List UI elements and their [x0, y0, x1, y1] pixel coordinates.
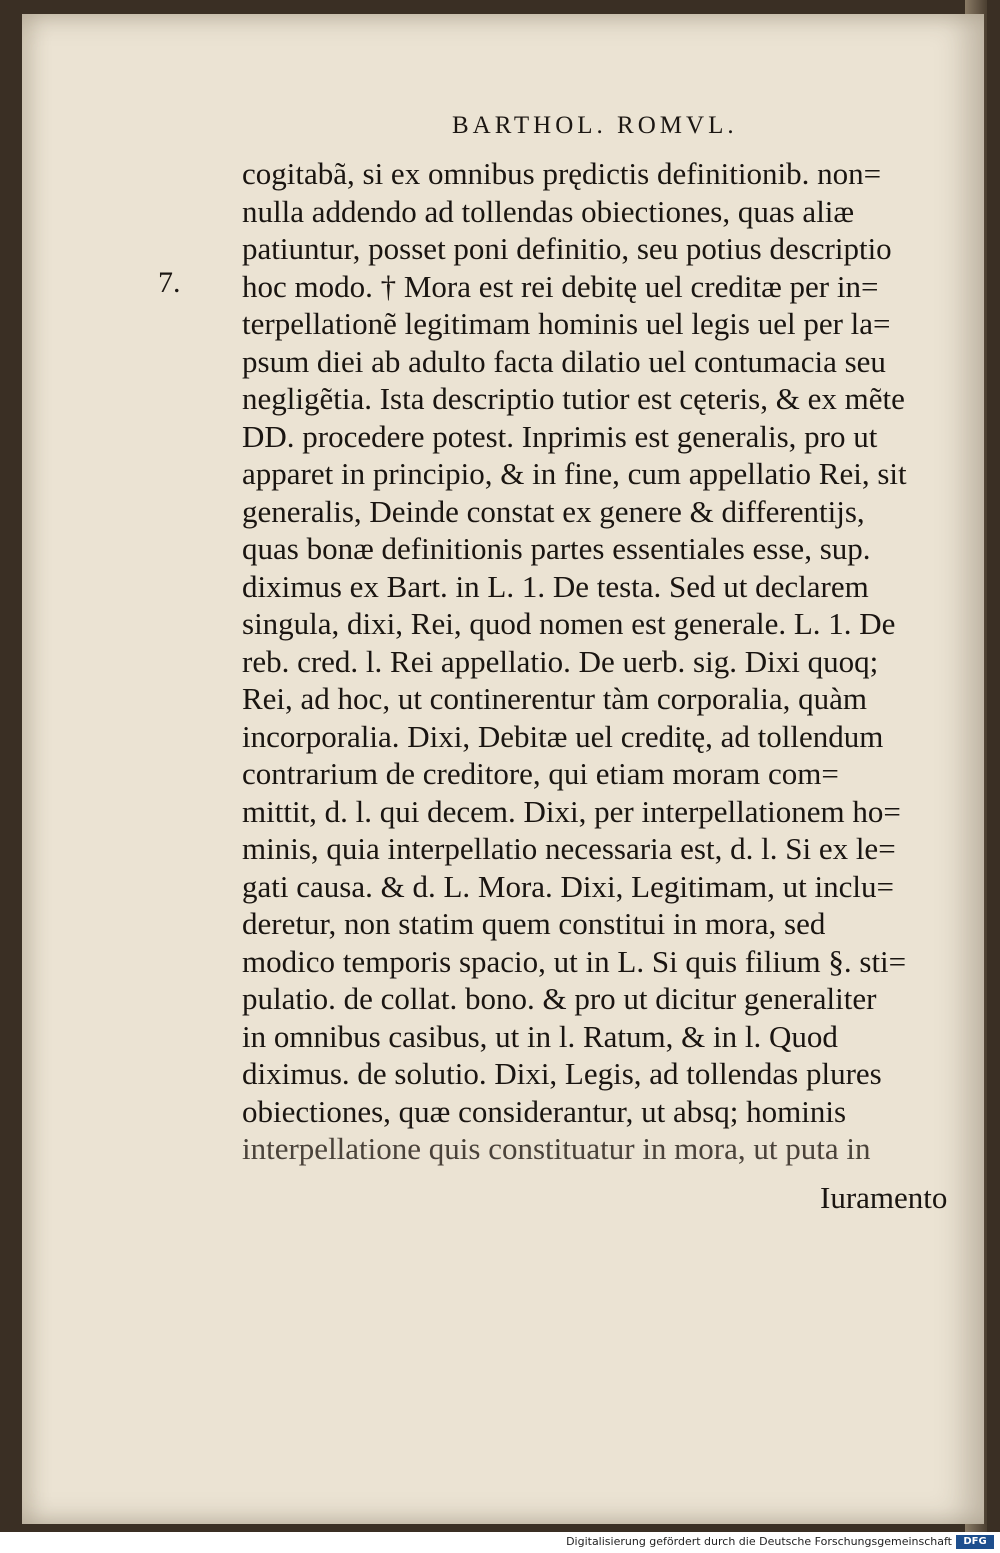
text-line: psum diei ab adulto facta dilatio uel contumacia seu	[242, 343, 886, 379]
text-line: negligẽtia. Ista descriptio tutior est cęteris, & ex mẽte	[242, 381, 905, 416]
text-line: incorporalia. Dixi, Debitæ uel creditę, ad tollendum	[242, 718, 884, 754]
text-line: deretur, non statim quem constitui in mora, sed	[242, 906, 826, 941]
text-line: in omnibus casibus, ut in l. Ratum, & in l. Quod	[242, 1018, 838, 1054]
text-line: diximus ex Bart. in L. 1. De testa. Sed ut declarem	[242, 568, 869, 604]
text-line: apparet in principio, & in fine, cum appellatio Rei, sit	[242, 456, 907, 491]
running-head: BARTHOL. ROMVL.	[452, 112, 738, 139]
text-line: DD. procedere potest. Inprimis est generalis, pro ut	[242, 418, 878, 454]
text-line: hoc modo. † Mora est rei debitę uel creditæ per in=	[242, 268, 879, 304]
text-line: cogitabã, si ex omnibus prędictis definitionib. non=	[242, 156, 882, 191]
text-line: nulla addendo ad tollendas obiectiones, quas aliæ	[242, 193, 855, 229]
text-line: minis, quia interpellatio necessaria est, d. l. Si ex le=	[242, 831, 896, 866]
text-line: diximus. de solutio. Dixi, Legis, ad tollendas plures	[242, 1056, 882, 1091]
text-line: Rei, ad hoc, ut continerentur tàm corporalia, quàm	[242, 681, 867, 716]
text-line: modico temporis spacio, ut in L. Si quis filium §. sti=	[242, 943, 907, 979]
dfg-logo: DFG	[956, 1535, 994, 1549]
text-line: generalis, Deinde constat ex genere & differentijs,	[242, 493, 865, 529]
catchword: Iuramento	[820, 1180, 948, 1215]
text-line: terpellationẽ legitimam hominis uel legis uel per la=	[242, 306, 891, 341]
funding-note: Digitalisierung gefördert durch die Deutsche Forschungsgemeinschaft	[566, 1535, 952, 1548]
text-block	[242, 155, 962, 1168]
text-line: interpellatione quis constituatur in mora, ut puta in	[242, 1131, 871, 1166]
marginal-marker: 7.	[158, 266, 181, 299]
text-line: pulatio. de collat. bono. & pro ut dicitur generaliter	[242, 981, 877, 1016]
text-line: obiectiones, quæ considerantur, ut absq; hominis	[242, 1093, 847, 1129]
text-line: mittit, d. l. qui decem. Dixi, per interpellationem ho=	[242, 793, 901, 829]
text-line: reb. cred. l. Rei appellatio. De uerb. sig. Dixi quoq;	[242, 643, 879, 679]
text-line: singula, dixi, Rei, quod nomen est generale. L. 1. De	[242, 606, 896, 641]
text-line: quas bonæ definitionis partes essentiales esse, sup.	[242, 531, 871, 566]
text-line: contrarium de creditore, qui etiam moram com=	[242, 756, 839, 791]
text-line: patiuntur, posset poni definitio, seu potius descriptio	[242, 231, 892, 266]
text-line: gati causa. & d. L. Mora. Dixi, Legitimam, ut inclu=	[242, 868, 894, 904]
